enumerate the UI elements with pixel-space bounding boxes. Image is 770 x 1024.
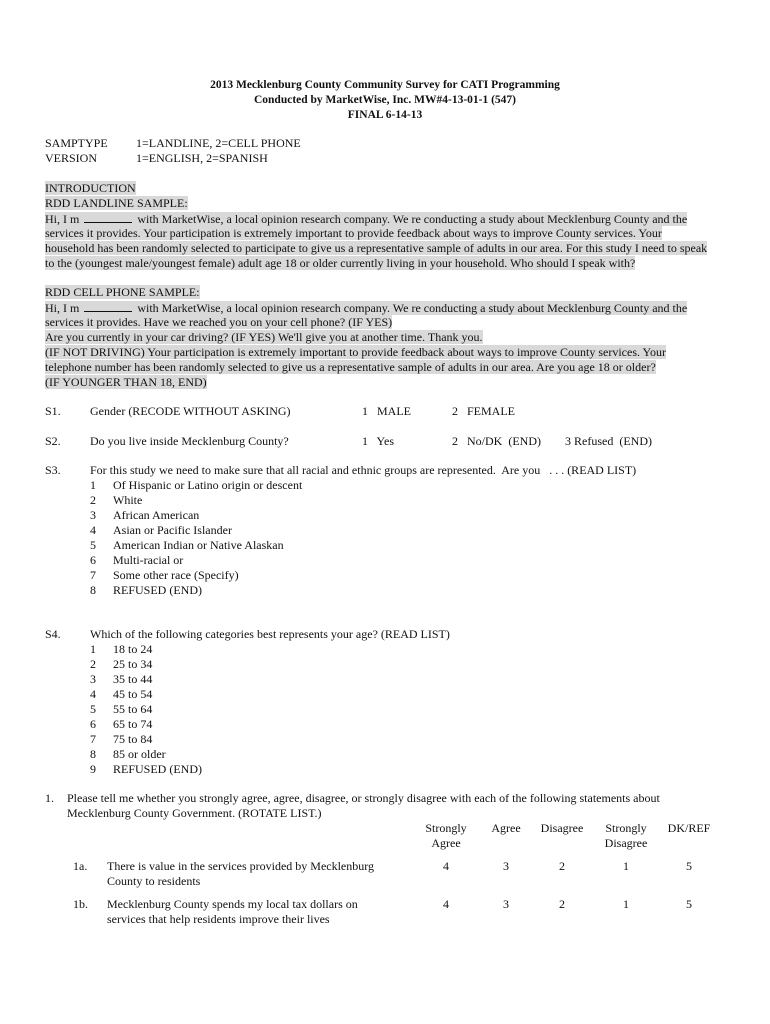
- s4-option-label: 65 to 74: [113, 717, 153, 731]
- s3-option-number: 2: [90, 493, 96, 507]
- cell-line-3: Are you currently in your car driving? (IF YES) We'll give you at another time. Thank you.: [45, 330, 483, 344]
- q1-row-code: 2: [559, 897, 565, 911]
- q1-column-header: DK/REF: [667, 821, 711, 835]
- q1-column-header: Disagree: [540, 821, 584, 835]
- s3-option-number: 4: [90, 523, 96, 537]
- landline-line-4: to the (youngest male/youngest female) adult age 18 or older currently living in your household. Who should I speak with?: [45, 256, 636, 270]
- q1-row-code: 2: [559, 859, 565, 873]
- samptype-label: SAMPTYPE: [45, 136, 108, 150]
- landline-heading: RDD LANDLINE SAMPLE:: [45, 196, 188, 210]
- q1-question-line-1: Please tell me whether you strongly agree, agree, disagree, or strongly disagree with each of the following statements about: [67, 791, 660, 805]
- s4-option-number: 3: [90, 672, 96, 686]
- s4-option-number: 9: [90, 762, 96, 776]
- q1-row-code: 4: [443, 897, 449, 911]
- q1-row-statement: There is value in the services provided by Mecklenburg: [107, 859, 375, 873]
- landline-line-1: Hi, I m with MarketWise, a local opinion research company. We re conducting a study about Mecklenburg County and the: [45, 212, 688, 226]
- document-title: 2013 Mecklenburg County Community Survey for CATI Programming: [210, 79, 560, 91]
- cell-line-5: telephone number has been randomly selected to give us a representative sample of adults in our area. Are you age 18 or older?: [45, 360, 656, 374]
- s3-question: For this study we need to make sure that all racial and ethnic groups are represented. Are you . . . (READ LIST): [90, 463, 637, 477]
- s3-option-label: Some other race (Specify): [113, 568, 239, 582]
- q1-number: 1.: [45, 791, 54, 805]
- intro-heading: INTRODUCTION: [45, 181, 136, 195]
- s3-option-label: Multi-racial or: [113, 553, 184, 567]
- q1-row-id: 1b.: [73, 897, 88, 911]
- version-label: VERSION: [45, 151, 98, 165]
- samptype-value: 1=LANDLINE, 2=CELL PHONE: [136, 136, 301, 150]
- s3-option-label: Asian or Pacific Islander: [113, 523, 232, 537]
- cell-line-6: (IF YOUNGER THAN 18, END): [45, 375, 207, 389]
- cell-line-1: Hi, I m with MarketWise, a local opinion research company. We re conducting a study about Mecklenburg County and the: [45, 301, 688, 315]
- q1-row-statement: Mecklenburg County spends my local tax dollars on: [107, 897, 358, 911]
- s3-option-number: 5: [90, 538, 96, 552]
- s4-option-label: 75 to 84: [113, 732, 153, 746]
- s4-number: S4.: [45, 627, 61, 641]
- s4-question: Which of the following categories best represents your age? (READ LIST): [90, 627, 450, 641]
- s3-number: S3.: [45, 463, 61, 477]
- s3-option-label: Of Hispanic or Latino origin or descent: [113, 478, 303, 492]
- s3-option-label: African American: [113, 508, 200, 522]
- q1-row-code: 1: [623, 859, 629, 873]
- version-value: 1=ENGLISH, 2=SPANISH: [136, 151, 268, 165]
- q1-column-header: Strongly: [605, 821, 647, 835]
- cell-line-4: (IF NOT DRIVING) Your participation is extremely important to provide feedback about ways to improve County services. Your: [45, 345, 667, 359]
- s3-option-number: 8: [90, 583, 96, 597]
- s4-option-number: 2: [90, 657, 96, 671]
- s4-option-label: 55 to 64: [113, 702, 153, 716]
- interviewer-name-blank: [84, 211, 132, 223]
- s3-option-number: 3: [90, 508, 96, 522]
- s2-question: Do you live inside Mecklenburg County?: [90, 434, 289, 448]
- s2-option-yes: 1 Yes: [362, 434, 395, 448]
- landline-line-2: services it provides. Your participation is extremely important to provide feedback about ways to improve County services. Your: [45, 226, 662, 240]
- s2-option-refused: 3 Refused (END): [565, 434, 652, 448]
- s3-option-label: White: [113, 493, 143, 507]
- q1-question-line-2: Mecklenburg County Government. (ROTATE LIST.): [67, 806, 322, 820]
- s1-option-female: 2 FEMALE: [452, 404, 515, 418]
- q1-column-header: Agree: [491, 821, 521, 835]
- document-version: FINAL 6-14-13: [347, 109, 423, 121]
- s4-option-label: 45 to 54: [113, 687, 153, 701]
- s1-question: Gender (RECODE WITHOUT ASKING): [90, 404, 291, 418]
- q1-row-statement-line-2: services that help residents improve their lives: [107, 912, 330, 926]
- interviewer-name-blank: [84, 300, 132, 312]
- s4-option-label: 18 to 24: [113, 642, 153, 656]
- s3-option-label: American Indian or Native Alaskan: [113, 538, 284, 552]
- s4-option-number: 8: [90, 747, 96, 761]
- q1-row-code: 5: [686, 859, 692, 873]
- landline-line-3: household has been randomly selected to participate to give us a representative sample of adults in our area. For this study I need to speak: [45, 241, 708, 255]
- s1-option-male: 1 MALE: [362, 404, 411, 418]
- s4-option-number: 6: [90, 717, 96, 731]
- s3-option-number: 7: [90, 568, 96, 582]
- q1-row-code: 4: [443, 859, 449, 873]
- s4-option-label: 35 to 44: [113, 672, 153, 686]
- cell-line-2: services it provides. Have we reached you on your cell phone? (IF YES): [45, 315, 393, 329]
- s2-option-no: 2 No/DK (END): [452, 434, 541, 448]
- s4-option-number: 7: [90, 732, 96, 746]
- s4-option-label: 85 or older: [113, 747, 166, 761]
- s4-option-number: 1: [90, 642, 96, 656]
- q1-row-code: 3: [503, 859, 509, 873]
- cell-heading: RDD CELL PHONE SAMPLE:: [45, 285, 200, 299]
- q1-row-code: 5: [686, 897, 692, 911]
- s4-option-label: 25 to 34: [113, 657, 153, 671]
- q1-row-code: 3: [503, 897, 509, 911]
- q1-row-code: 1: [623, 897, 629, 911]
- s2-number: S2.: [45, 434, 61, 448]
- s4-option-number: 4: [90, 687, 96, 701]
- s3-option-number: 6: [90, 553, 96, 567]
- s4-option-label: REFUSED (END): [113, 762, 202, 776]
- q1-column-header-line-2: Agree: [431, 836, 461, 850]
- document-subtitle: Conducted by MarketWise, Inc. MW#4-13-01-1 (547): [253, 94, 517, 106]
- s4-option-number: 5: [90, 702, 96, 716]
- q1-column-header: Strongly: [425, 821, 467, 835]
- s1-number: S1.: [45, 404, 61, 418]
- s3-option-label: REFUSED (END): [113, 583, 202, 597]
- q1-column-header-line-2: Disagree: [604, 836, 648, 850]
- q1-row-id: 1a.: [73, 859, 88, 873]
- q1-row-statement-line-2: County to residents: [107, 874, 201, 888]
- s3-option-number: 1: [90, 478, 96, 492]
